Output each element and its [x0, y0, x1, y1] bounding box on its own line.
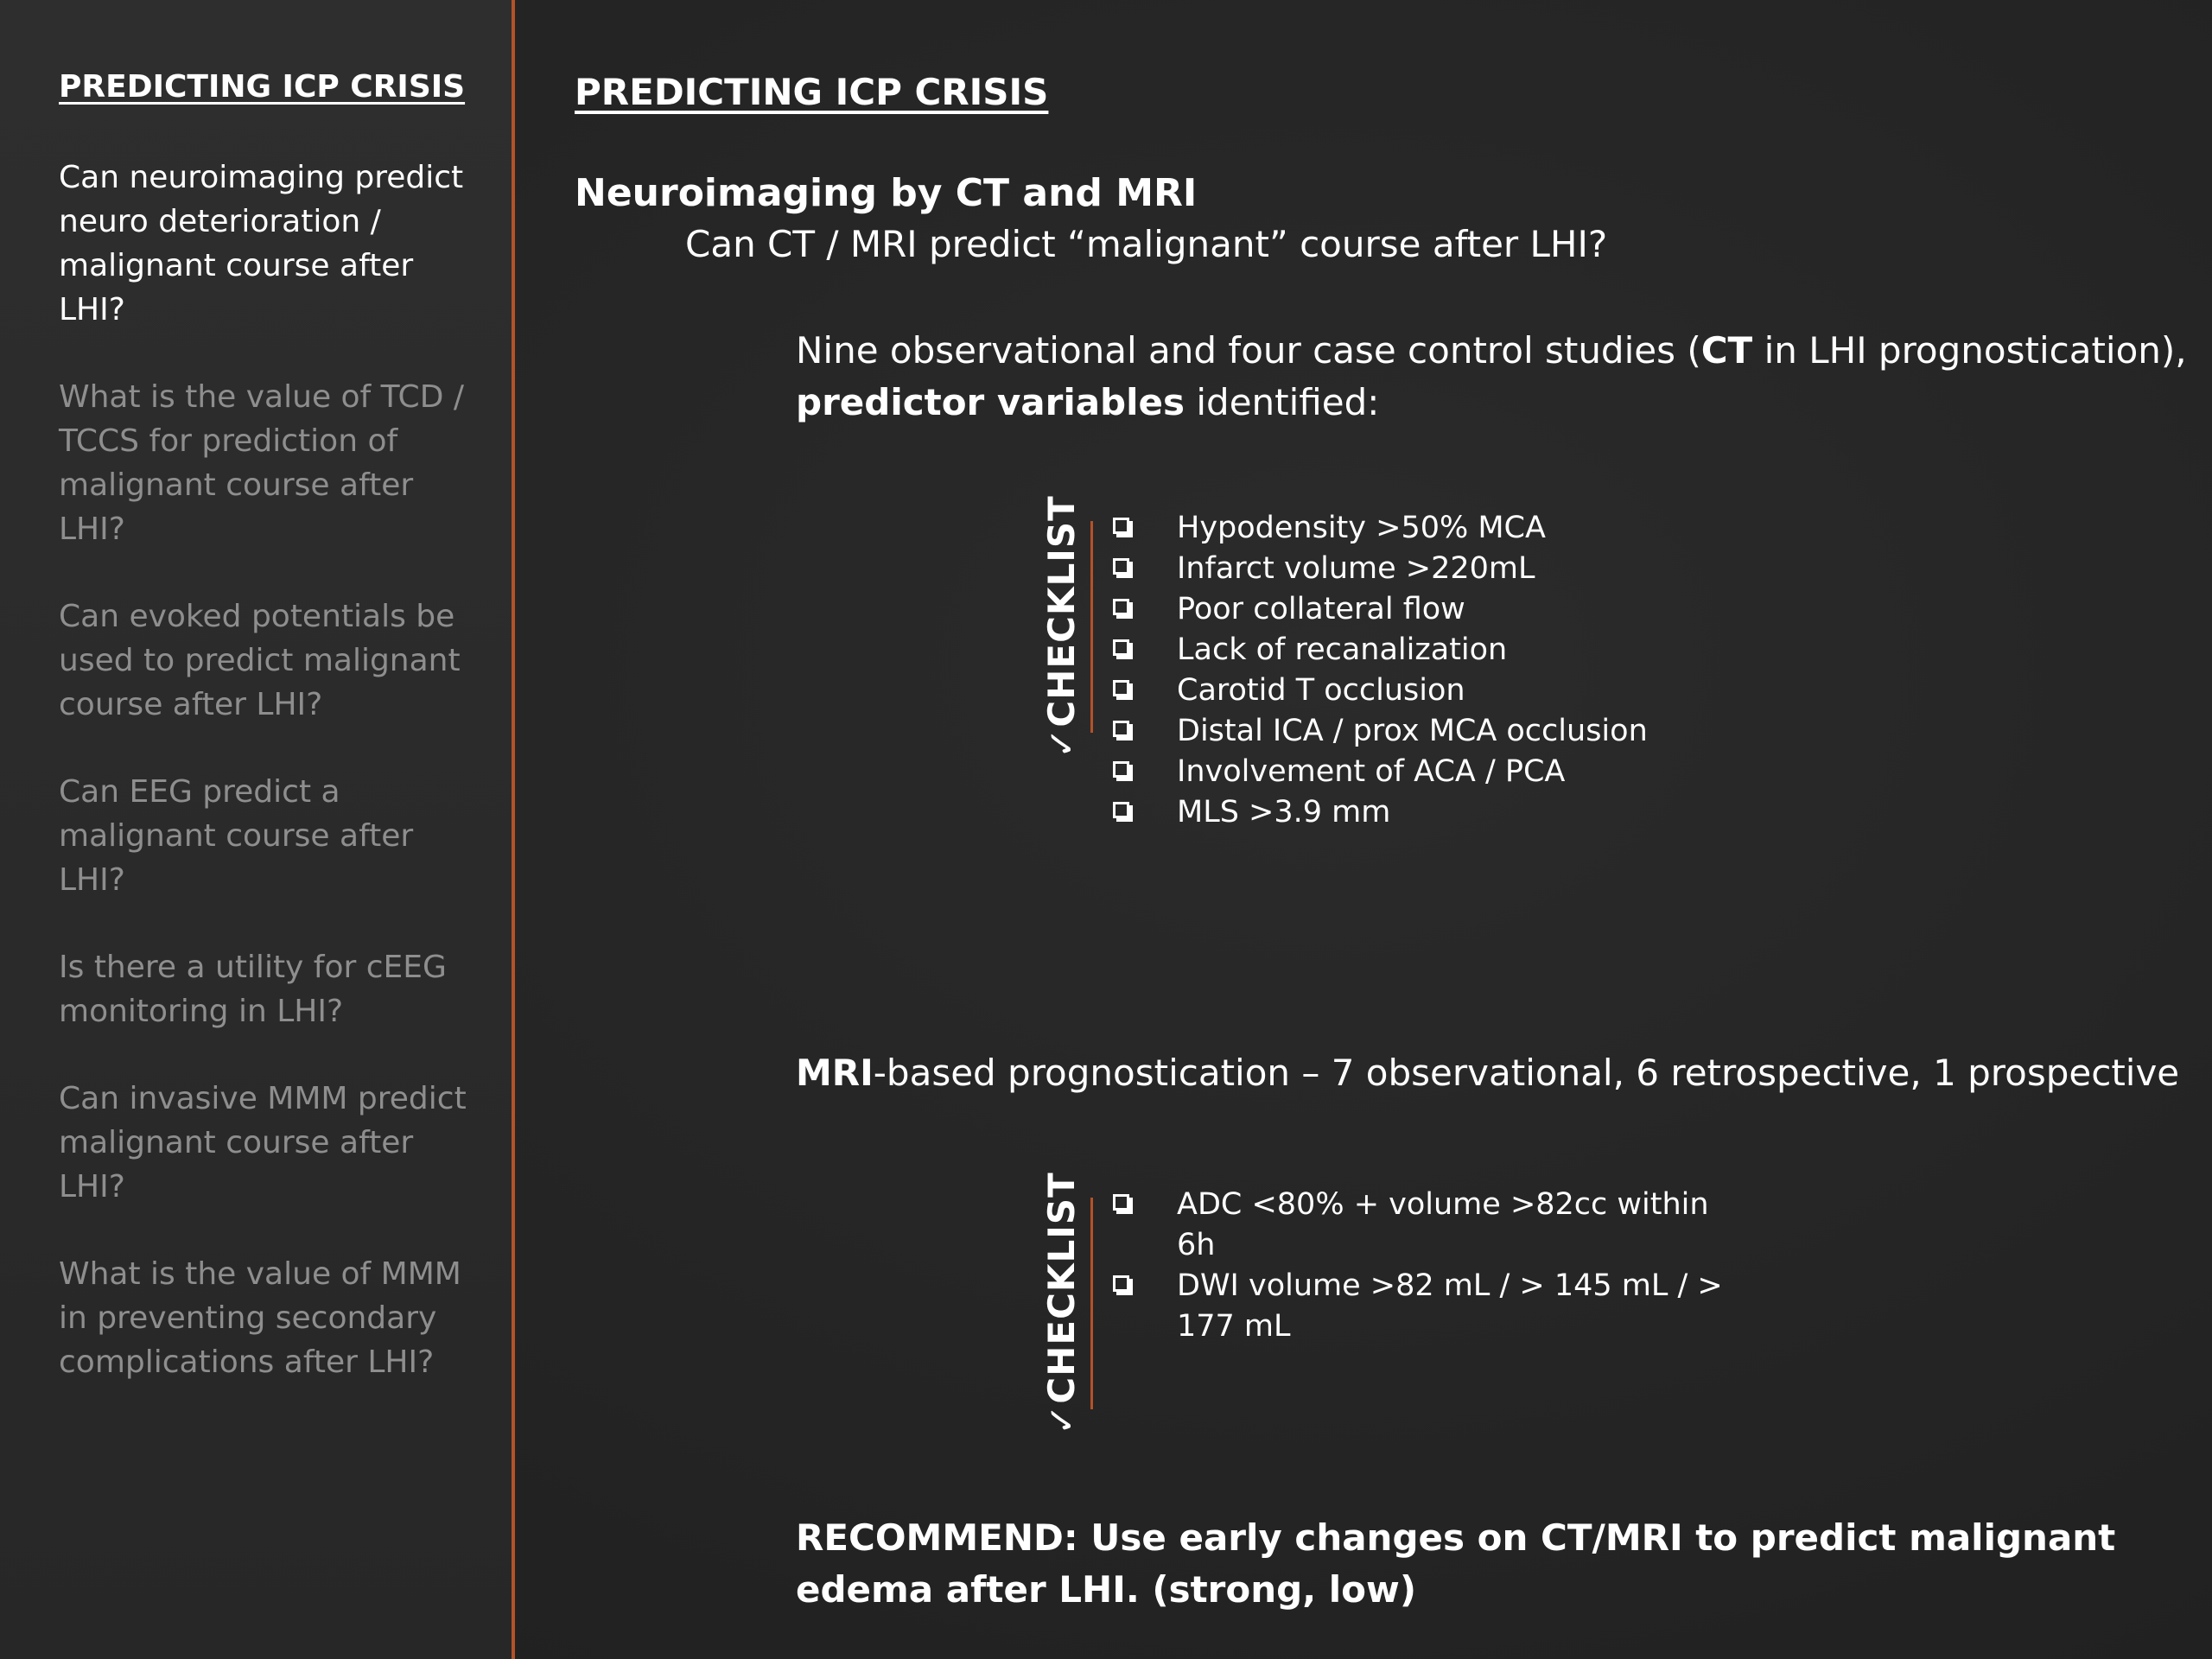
ct-paragraph-text: identified:: [1185, 381, 1380, 423]
checkbox-icon[interactable]: [1113, 518, 1129, 534]
ct-checklist-bar: [1090, 521, 1093, 733]
checklist-item-text: DWI volume >82 mL / > 145 mL / > 177 mL: [1177, 1268, 1723, 1344]
sidebar-topic-list: [59, 156, 474, 1427]
checklist-item-text: Poor collateral flow: [1177, 592, 1465, 626]
checkbox-icon[interactable]: [1113, 761, 1129, 778]
checkbox-icon[interactable]: [1113, 721, 1129, 737]
checklist-item-text: Lack of recanalization: [1177, 632, 1508, 667]
ct-checklist-label: [1035, 494, 1087, 759]
ct-studies-paragraph: [796, 325, 2187, 429]
ct-checklist: [1109, 508, 1747, 833]
checklist-item-text: Carotid T occlusion: [1177, 673, 1465, 708]
checklist-item: [1109, 1185, 1747, 1266]
ct-paragraph-bold-ct: CT: [1700, 329, 1753, 372]
mri-checklist-label: [1035, 1171, 1087, 1435]
checkbox-icon[interactable]: [1113, 558, 1129, 575]
checklist-item-text: MLS >3.9 mm: [1177, 795, 1391, 830]
checklist-item: [1109, 711, 1747, 752]
mri-paragraph: [796, 1047, 2179, 1099]
mri-paragraph-text: -based prognostication – 7 observational, 6 retrospective, 1 prospective: [873, 1052, 2180, 1094]
page-title: PREDICTING ICP CRISIS: [575, 71, 1049, 113]
sidebar-item-ceeg[interactable]: Is there a utility for cEEG monitoring in LHI?: [59, 950, 447, 1029]
sidebar-divider: [512, 0, 515, 1659]
checklist-item: [1109, 630, 1747, 671]
mri-checklist-bar: [1090, 1198, 1093, 1409]
checklist-item-text: Infarct volume >220mL: [1177, 551, 1535, 586]
checklist-item: [1109, 589, 1747, 630]
checklist-item: [1109, 508, 1747, 549]
sidebar-title: PREDICTING ICP CRISIS: [59, 69, 466, 105]
checklist-item: [1109, 1266, 1747, 1347]
section-heading: Neuroimaging by CT and MRI: [575, 171, 1198, 215]
ct-paragraph-bold-predictors: predictor variables: [796, 381, 1185, 423]
checklist-item: [1109, 549, 1747, 589]
recommendation: RECOMMEND: Use early changes on CT/MRI to predict malignant edema after LHI. (strong, low): [796, 1516, 2116, 1611]
mri-paragraph-bold: MRI: [796, 1052, 874, 1094]
sidebar-item-invasive-mmm[interactable]: Can invasive MMM predict malignant course after LHI?: [59, 1081, 467, 1205]
checklist-item: [1109, 752, 1747, 792]
sidebar-item-evoked-potentials[interactable]: Can evoked potentials be used to predict malignant course after LHI?: [59, 599, 461, 722]
checklist-item-text: Distal ICA / prox MCA occlusion: [1177, 714, 1648, 748]
sidebar: [0, 0, 512, 1659]
checkbox-icon[interactable]: [1113, 639, 1129, 656]
checkbox-icon[interactable]: [1113, 1194, 1129, 1211]
sidebar-item-mmm-complications[interactable]: What is the value of MMM in preventing secondary complications after LHI?: [59, 1256, 461, 1380]
sidebar-item-tcd[interactable]: What is the value of TCD / TCCS for prediction of malignant course after LHI?: [59, 379, 464, 547]
sidebar-item-neuroimaging[interactable]: Can neuroimaging predict neuro deterioration / malignant course after LHI?: [59, 160, 464, 327]
checklist-item-text: Involvement of ACA / PCA: [1177, 754, 1566, 789]
checkbox-icon[interactable]: [1113, 680, 1129, 696]
checklist-label-text: ✓CHECKLIST: [1039, 494, 1083, 759]
checklist-label-text: ✓CHECKLIST: [1039, 1171, 1083, 1435]
checkbox-icon[interactable]: [1113, 1275, 1129, 1292]
checkbox-icon[interactable]: [1113, 599, 1129, 615]
checkbox-icon[interactable]: [1113, 802, 1129, 818]
mri-checklist: [1109, 1185, 1747, 1347]
checklist-item-text: Hypodensity >50% MCA: [1177, 511, 1546, 545]
sidebar-item-eeg[interactable]: Can EEG predict a malignant course after LHI?: [59, 774, 414, 898]
section-question: Can CT / MRI predict “malignant” course after LHI?: [685, 223, 1608, 265]
checklist-item: [1109, 671, 1747, 711]
checklist-item-text: ADC <80% + volume >82cc within 6h: [1177, 1187, 1709, 1262]
ct-paragraph-text: in LHI prognostication),: [1752, 329, 2187, 372]
ct-paragraph-text: Nine observational and four case control studies (: [796, 329, 1701, 372]
checklist-item: [1109, 792, 1747, 833]
